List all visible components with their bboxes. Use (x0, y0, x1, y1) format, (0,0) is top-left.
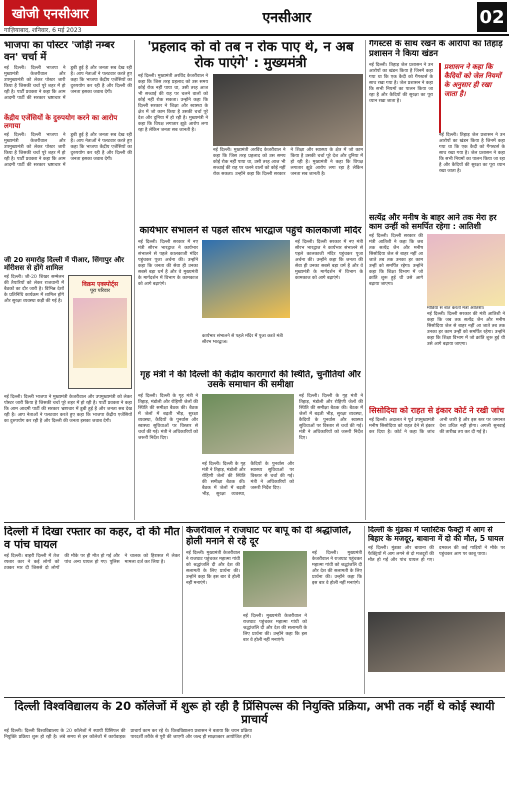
ad-title: विक्रम एक्स्पोर्ट्स (81, 281, 119, 289)
story-body: नई दिल्ली। जी-20 शिखर सम्मेलन की तैयारियों को लेकर राजधानी में बैठकों का दौर जारी है। विभिन्न देशों के प्रतिनिधि कार्यक्रम में शामिल होंगे और सुरक्षा व्यवस्था कड़ी की गई है। (4, 275, 64, 305)
brand-logo: खोजी एनसीआर (4, 0, 97, 26)
story-poster (4, 40, 132, 252)
lead-story (138, 40, 363, 223)
story-headline: दिल्ली के मुंडका में प्लास्टिक फैक्ट्री में आग से बिहार के मजदूर, बावाना में दो की मौत, 5 घायल (368, 526, 504, 543)
photo-caption: कार्यभार संभालने से पहले मंदिर में पूजा करते मंत्री सौरभ भारद्वाज। (202, 334, 283, 345)
story-subhead: केंद्रीय एजेंसियों के दुरुपयोग करने का आरोप लगाया (4, 114, 118, 131)
jail-meeting-photo (202, 394, 294, 454)
story-body: नई दिल्ली। बाहरी दिल्ली में तेज रफ्तार कार ने कई लोगों को टक्कर मार दी जिससे दो लोगों की मौके पर ही मौत हो गई और पांच अन्य घायल हो गए। पुलिस ने चालक को हिरासत में लेकर मामला दर्ज कर लिया है। (4, 554, 180, 572)
column-divider (365, 40, 366, 520)
story-body: नई दिल्ली। दिल्ली सरकार की मंत्री आतिशी ने कहा कि जब तक सत्येंद्र जैन और मनीष सिसोदिया जेल से बाहर नहीं आ जाते तब तक उनका हर काम उन्हीं को समर्पित रहेगा। उन्होंने कहा कि शिक्षा विभाग में जो क्रांति शुरू हुई थी उसे आगे बढ़ाया जाएगा। (369, 234, 423, 288)
story-headline: सत्येंद्र और मनीष के बाहर आने तक मेरा हर काम उन्हीं को समर्पित रहेगा : आतिशी (369, 213, 497, 232)
story-headline: भाजपा का पोस्टर 'जोड़ी नम्बर वन' चर्चा में (4, 40, 115, 63)
story-body-cont: नई दिल्ली। दिल्ली भाजपा ने मुख्यमंत्री केजरीवाल और उपमुख्यमंत्री को लेकर पोस्टर जारी किया है जिसकी चर्चा पूरे शहर में हो रही है। पार्टी प्रवक्ता ने कहा कि आम आदमी पार्टी की सरकार भ्रष्टाचार में डूबी हुई है और जनता सब देख रही है। आप नेताओं ने पलटवार करते हुए कहा कि भाजपा केंद्रीय एजेंसियों का दुरुपयोग कर रही है और दिल्ली की जनता इसका जवाब देगी। (4, 395, 132, 425)
story-headline: सिसोदिया को राहत से इंकार कोर्ट ने रखी जांच (369, 406, 505, 415)
story-headline: केजरीवाल ने राजघाट पर बापू को दी श्रद्धांजलि, होली मनाने से रहे दूर (186, 526, 352, 547)
advertisement (68, 275, 132, 389)
ad-subtitle: पूरा परिवार (89, 288, 111, 295)
story-body: नई दिल्ली। दिल्ली के गृह मंत्री ने तिहाड़, मंडोली और रोहिणी जेलों की स्थिति की समीक्षा बैठक की। बैठक में जेलों में बढ़ती भीड़, सुरक्षा व्यवस्था, कैदियों के पुनर्वास और स्वास्थ्य सुविधाओं पर विस्तार से चर्चा की गई। मंत्री ने अधिकारियों को जरूरी निर्देश दिए। (138, 393, 198, 441)
bharadwaj-photo (202, 240, 290, 318)
dateline: गाज़ियाबाद, शनिवार, 6 मई 2023 (4, 27, 82, 34)
story-headline: दिल्ली विश्वविद्यालय के 20 कॉलेजों में शुरू हो रही है प्रिंसिपल्स की नियुक्ति प्रक्रिया, अभी तक नहीं थे कोई स्थायी प्राचार्य (14, 700, 495, 727)
story-body-cont: नई दिल्ली। दिल्ली के गृह मंत्री ने तिहाड़, मंडोली और रोहिणी जेलों की स्थिति की समीक्षा बैठक की। बैठक में जेलों में बढ़ती भीड़, सुरक्षा व्यवस्था, कैदियों के पुनर्वास और स्वास्थ्य सुविधाओं पर विस्तार से चर्चा की गई। मंत्री ने अधिकारियों को जरूरी निर्देश दिए। (299, 393, 363, 441)
story-sisodia (369, 406, 505, 520)
page-number: 02 (477, 2, 507, 32)
section-title: एनसीआर (262, 9, 312, 26)
story-bharadwaj (138, 226, 363, 366)
story-body-cont: नई दिल्ली। मुख्यमंत्री केजरीवाल ने राजघाट पहुंचकर महात्मा गांधी को श्रद्धांजलि दी और देश की सलामती के लिए प्रार्थना की। उन्होंने कहा कि इस बार वे होली नहीं मनाएंगे। (312, 550, 362, 586)
fire-illustration (368, 612, 505, 672)
story-factory (368, 526, 505, 694)
story-headline: कार्यभार संभालने से पहले सौरभ भारद्वाज पहुंचे कालकाजी मंदिर (139, 226, 362, 236)
story-body-more: नई दिल्ली। मुख्यमंत्री केजरीवाल ने राजघाट पहुंचकर महात्मा गांधी को श्रद्धांजलि दी और देश की सलामती के लिए प्रार्थना की। उन्होंने कहा कि इस बार वे होली नहीं मनाएंगे। (243, 614, 307, 643)
story-headline: गैंगस्टर्स के साथ रखने के आरोपों का तिहाड़ प्रशासन ने किया खंडन (369, 40, 503, 59)
story-body-cont: नई दिल्ली। दिल्ली सरकार में नए मंत्री सौरभ भारद्वाज ने कार्यभार संभालने से पहले कालकाजी मंदिर पहुंचकर पूजा अर्चना की। उन्होंने कहा कि जनता की सेवा ही उनका सबसे बड़ा धर्म है और वे मुख्यमंत्री के मार्गदर्शन में विभाग के कामकाज को आगे बढ़ाएंगे। (295, 239, 363, 281)
story-body-cont: नई दिल्ली। दिल्ली सरकार की मंत्री आतिशी ने कहा कि जब तक सत्येंद्र जैन और मनीष सिसोदिया जेल से बाहर नहीं आ जाते तब तक उनका हर काम उन्हीं को समर्पित रहेगा। उन्होंने कहा कि शिक्षा विभाग में जो क्रांति शुरू हुई थी उसे आगे बढ़ाया जाएगा। (427, 311, 505, 347)
story-body: नई दिल्ली। दिल्ली भाजपा ने मुख्यमंत्री केजरीवाल और उपमुख्यमंत्री को लेकर पोस्टर जारी किया है जिसकी चर्चा पूरे शहर में हो रही है। पार्टी प्रवक्ता ने कहा कि आम आदमी पार्टी की सरकार भ्रष्टाचार में डूबी हुई है और जनता सब देख रही है। आप नेताओं ने पलटवार करते हुए कहा कि भाजपा केंद्रीय एजेंसियों का दुरुपयोग कर रही है और दिल्ली की जनता इसका जवाब देगी। (4, 66, 132, 101)
story-atishi (369, 213, 505, 403)
column-divider (364, 526, 365, 694)
lead-headline: 'प्रहलाद को वो तब न रोक पाए थे, न अब रोक पाएंगे' : मुख्यमंत्री (147, 40, 354, 71)
story-body: नई दिल्ली। दिल्ली विश्वविद्यालय के 20 कॉलेजों में स्थायी प्रिंसिपल की नियुक्ति प्रक्रिया शुरू हो रही है। लंबे समय से इन कॉलेजों में कार्यवाहक प्राचार्य काम कर रहे थे। विश्वविद्यालय प्रशासन ने बताया कि चयन प्रक्रिया पारदर्शी तरीके से पूरी की जाएगी और जल्द ही साक्षात्कार आयोजित होंगे। (4, 729, 252, 741)
lead-body: नई दिल्ली। मुख्यमंत्री अरविंद केजरीवाल ने कहा कि जिस तरह प्रहलाद को उस समय कोई रोक नहीं पाया था, उसी तरह आज भी सच्चाई की राह पर चलने वालों को कोई नहीं रोक सकता। उन्होंने कहा कि दिल्ली सरकार ने शिक्षा और स्वास्थ्य के क्षेत्र में जो काम किया है उसकी चर्चा पूरे देश और दुनिया में हो रही है। मुख्यमंत्री ने कहा कि विपक्ष लगातार झूठे आरोप लगा रहा है लेकिन जनता सब जानती है। (138, 74, 208, 134)
story-car (4, 526, 180, 694)
story-headline: जी 20 समारोह दिल्ली में पीआर, सिंगापुर और मॉरीशस से होंगे शामिल (4, 256, 124, 273)
lead-photo (213, 74, 363, 146)
story-g20 (4, 256, 132, 518)
section-divider (4, 697, 505, 698)
story-jail (138, 370, 363, 520)
story-gangsters (369, 40, 505, 210)
story-body-more: नई दिल्ली। दिल्ली के गृह मंत्री ने तिहाड़, मंडोली और रोहिणी जेलों की स्थिति की समीक्षा बैठक की। बैठक में जेलों में बढ़ती भीड़, सुरक्षा व्यवस्था, कैदियों के पुनर्वास और स्वास्थ्य सुविधाओं पर विस्तार से चर्चा की गई। मंत्री ने अधिकारियों को जरूरी निर्देश दिए। (202, 462, 294, 497)
masthead (0, 0, 509, 36)
column-divider (182, 526, 183, 694)
story-body: नई दिल्ली। तिहाड़ जेल प्रशासन ने उन आरोपों का खंडन किया है जिनमें कहा गया था कि एक कैदी को गैंगस्टर्स के साथ रखा गया है। जेल प्रशासन ने कहा कि सभी नियमों का पालन किया जा रहा है और कैदियों की सुरक्षा का पूरा ध्यान रखा जाता है। (369, 62, 433, 104)
atishi-photo (427, 234, 505, 306)
story-headline: दिल्ली में दिखा रफ्तार का कहर, दो की मौत व पांच घायल (4, 526, 180, 551)
story-headline: गृह मंत्री ने की दिल्ली की केंद्रीय कारागारों की स्थिति, चुनौतियों और उसके समाधान की समीक्षा (140, 370, 361, 391)
photo-caption: मीडिया से बात करतीं मंत्री आतिशी। (427, 306, 485, 312)
section-divider (4, 522, 505, 523)
rajghat-photo (243, 551, 307, 607)
story-rajghat (186, 526, 362, 694)
lead-body-cont: नई दिल्ली। मुख्यमंत्री अरविंद केजरीवाल ने कहा कि जिस तरह प्रहलाद को उस समय कोई रोक नहीं पाया था, उसी तरह आज भी सच्चाई की राह पर चलने वालों को कोई नहीं रोक सकता। उन्होंने कहा कि दिल्ली सरकार ने शिक्षा और स्वास्थ्य के क्षेत्र में जो काम किया है उसकी चर्चा पूरे देश और दुनिया में हो रही है। मुख्यमंत्री ने कहा कि विपक्ष लगातार झूठे आरोप लगा रहा है लेकिन जनता सब जानती है। (213, 148, 363, 178)
story-body-cont: नई दिल्ली। तिहाड़ जेल प्रशासन ने उन आरोपों का खंडन किया है जिनमें कहा गया था कि एक कैदी को गैंगस्टर्स के साथ रखा गया है। जेल प्रशासन ने कहा कि सभी नियमों का पालन किया जा रहा है और कैदियों की सुरक्षा का पूरा ध्यान रखा जाता है। (439, 132, 505, 174)
pull-quote: प्रशासन ने कहा कि कैदियों को जेल नियमों के अनुसार ही रखा जाता है। (439, 63, 505, 133)
story-body: नई दिल्ली। अदालत ने पूर्व उपमुख्यमंत्री मनीष सिसोदिया को राहत देने से इंकार कर दिया है। कोर्ट ने कहा कि जांच अभी जारी है और इस स्तर पर जमानत देना उचित नहीं होगा। अगली सुनवाई की तारीख तय कर दी गई है। (369, 418, 505, 436)
ad-image (73, 298, 127, 368)
story-du (4, 700, 505, 796)
story-body: नई दिल्ली। दिल्ली सरकार में नए मंत्री सौरभ भारद्वाज ने कार्यभार संभालने से पहले कालकाजी मंदिर पहुंचकर पूजा अर्चना की। उन्होंने कहा कि जनता की सेवा ही उनका सबसे बड़ा धर्म है और वे मुख्यमंत्री के मार्गदर्शन में विभाग के कामकाज को आगे बढ़ाएंगे। (138, 239, 198, 287)
story-body: नई दिल्ली। मुख्यमंत्री केजरीवाल ने राजघाट पहुंचकर महात्मा गांधी को श्रद्धांजलि दी और देश की सलामती के लिए प्रार्थना की। उन्होंने कहा कि इस बार वे होली नहीं मनाएंगे। (186, 550, 240, 586)
column-divider (134, 40, 135, 520)
story-body: नई दिल्ली। मुंडका और बावाना की फैक्ट्रियों में आग लगने से दो मजदूरों की मौत हो गई और पांच घायल हो गए। दमकल की कई गाड़ियों ने मौके पर पहुंचकर आग पर काबू पाया। (368, 546, 505, 564)
story-body-cont: नई दिल्ली। दिल्ली भाजपा ने मुख्यमंत्री केजरीवाल और उपमुख्यमंत्री को लेकर पोस्टर जारी किया है जिसकी चर्चा पूरे शहर में हो रही है। पार्टी प्रवक्ता ने कहा कि आम आदमी पार्टी की सरकार भ्रष्टाचार में डूबी हुई है और जनता सब देख रही है। आप नेताओं ने पलटवार करते हुए कहा कि भाजपा केंद्रीय एजेंसियों का दुरुपयोग कर रही है और दिल्ली की जनता इसका जवाब देगी। (4, 133, 132, 169)
